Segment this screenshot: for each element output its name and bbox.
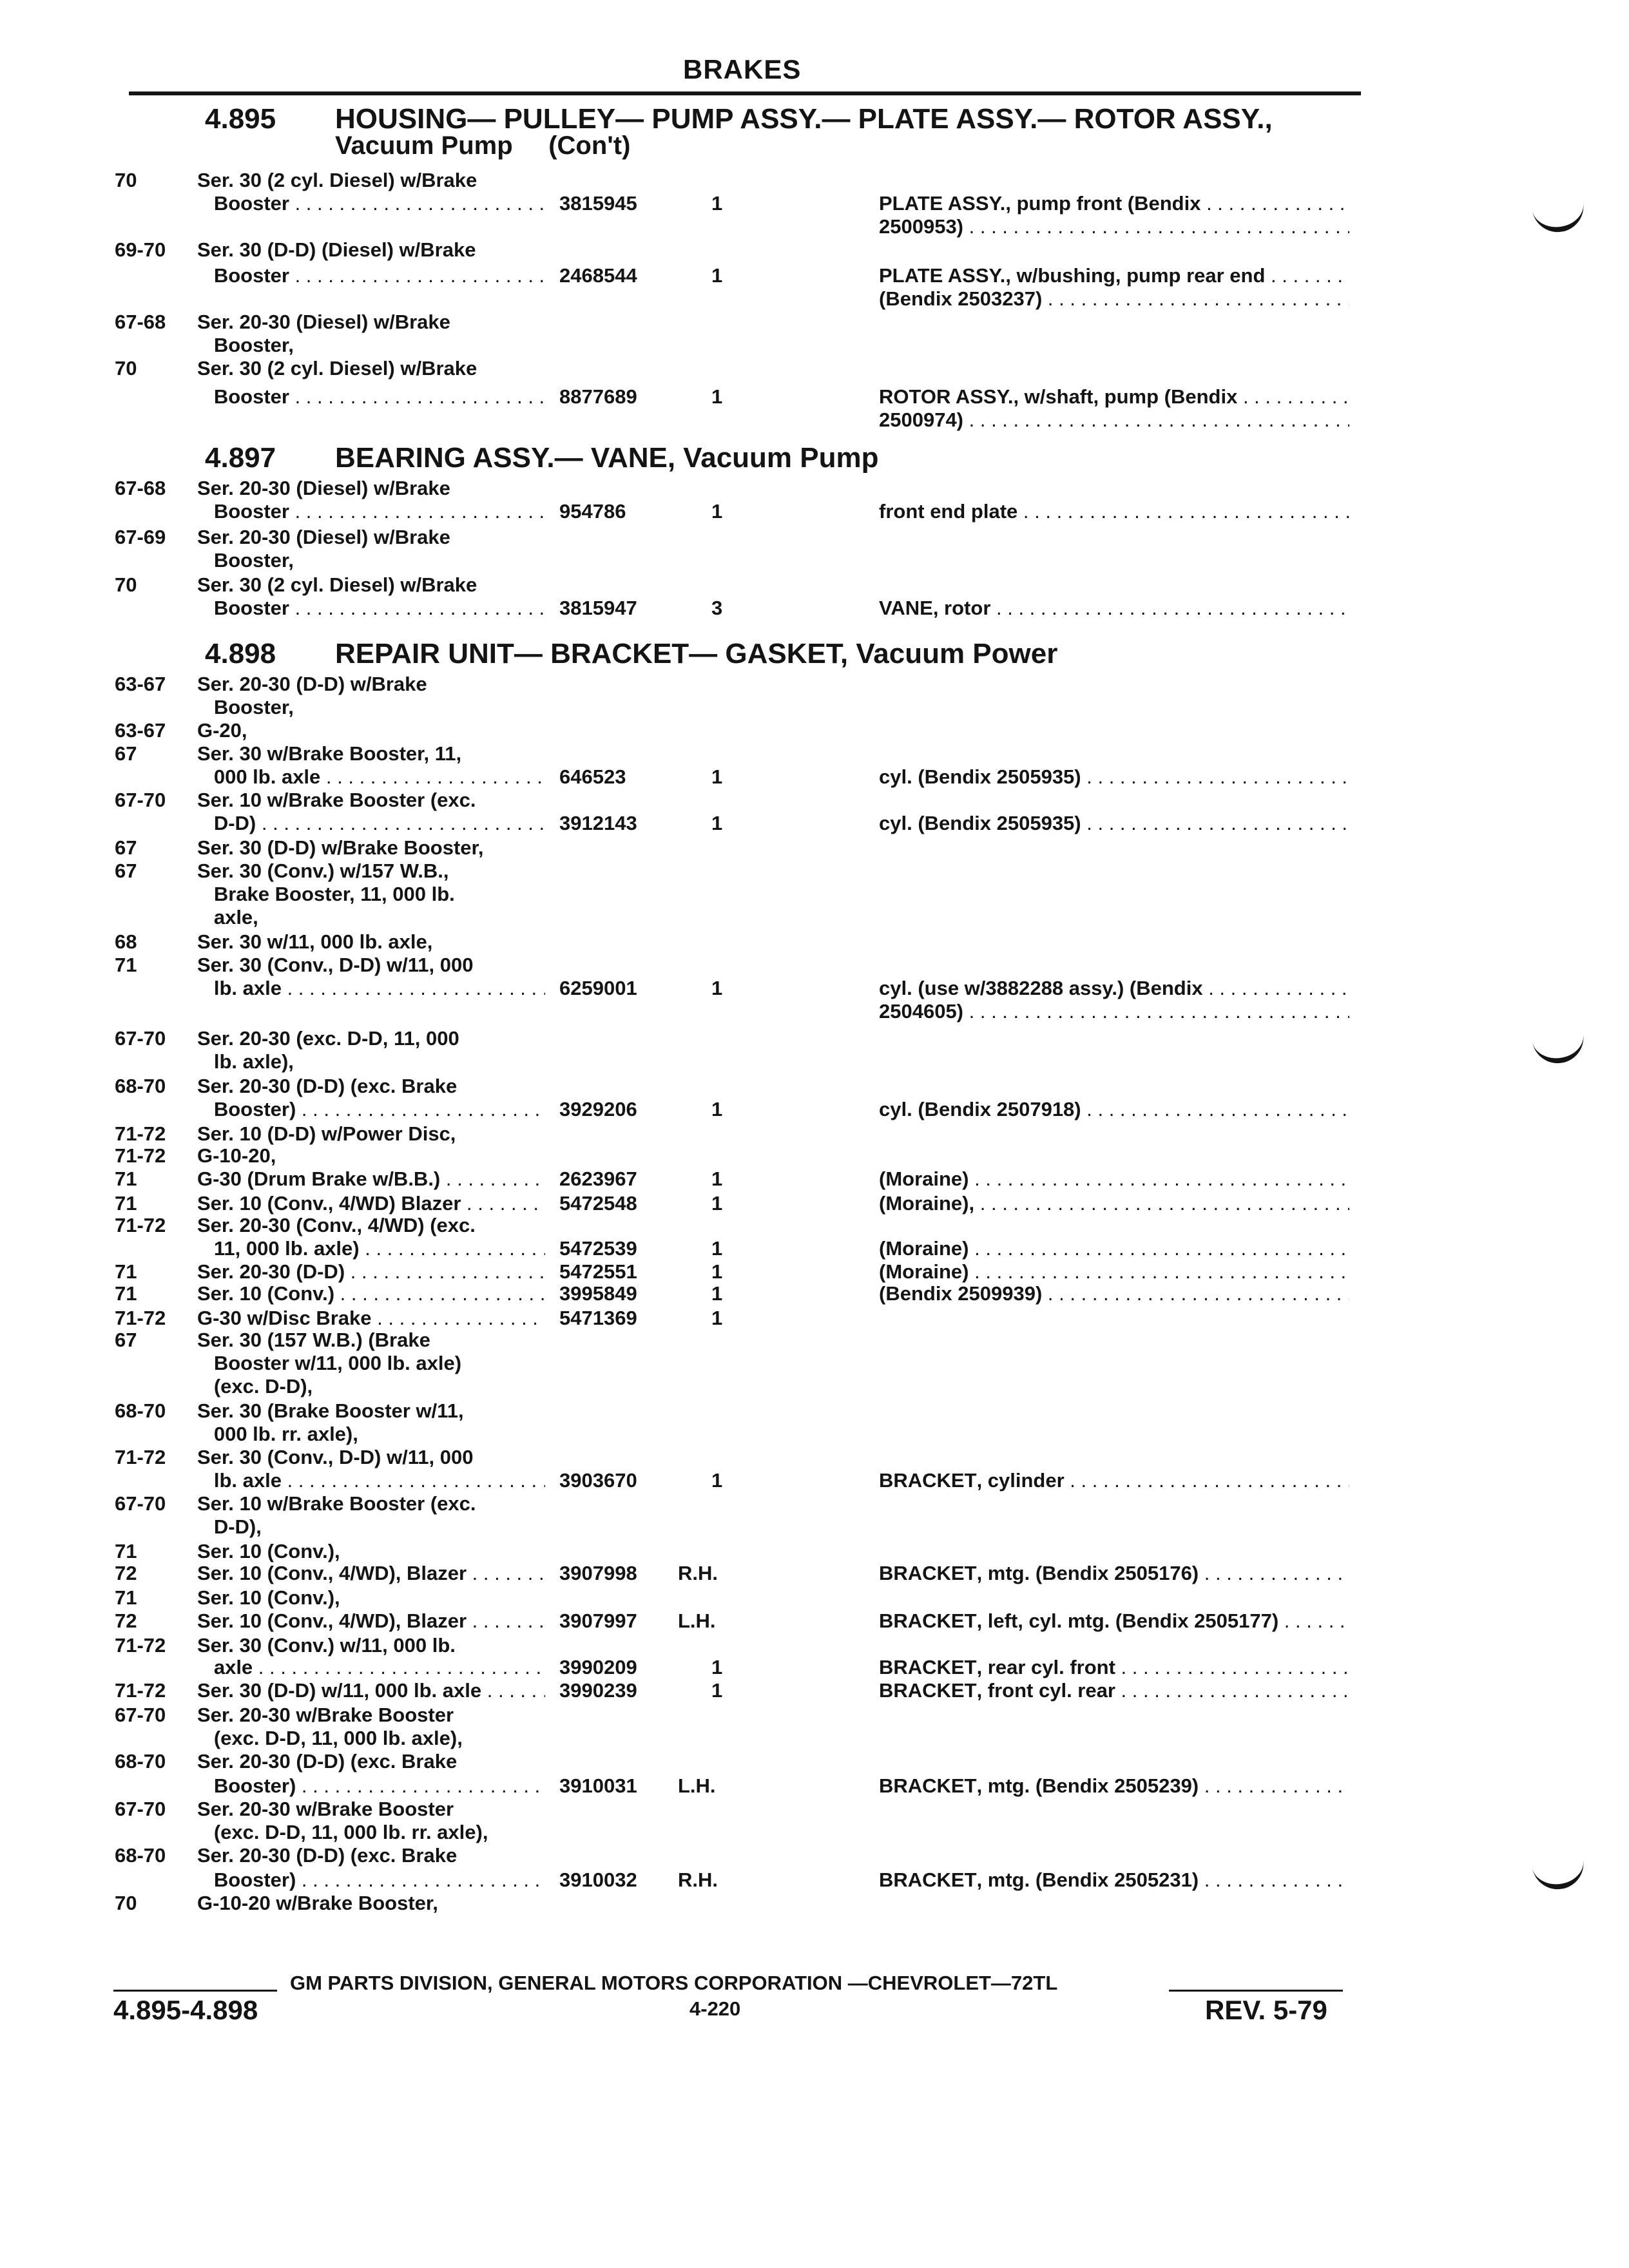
application-description: Booster . . .: [197, 192, 545, 215]
part-number: 3815945: [559, 192, 637, 215]
part-name: [879, 1168, 1349, 1191]
application-description: Ser. 10 w/Brake Booster (exc.: [197, 1492, 476, 1515]
parts-row: [0, 1098, 1629, 1121]
model-years: 71: [115, 1540, 137, 1562]
application-description: Ser. 10 (Conv.) . . .: [197, 1282, 545, 1305]
parts-row: [0, 1798, 1629, 1821]
model-years: 67-70: [115, 1798, 166, 1820]
model-years: 67: [115, 742, 137, 765]
parts-row: [0, 812, 1629, 835]
application-description: lb. axle . . .: [197, 977, 545, 1000]
part-number: 3907997: [559, 1610, 637, 1632]
part-name: [879, 1282, 1349, 1305]
model-years: 71-72: [115, 1144, 166, 1167]
part-name-text: cyl. (Bendix 2505935): [879, 812, 1081, 834]
quantity: 1: [711, 1260, 723, 1283]
parts-row: [0, 215, 1629, 238]
part-number: 3903670: [559, 1469, 637, 1492]
application-description: Ser. 20-30 (D-D) (exc. Brake: [197, 1844, 458, 1867]
model-years: 67-70: [115, 789, 166, 811]
application-description: Ser. 30 (D-D) (Diesel) w/Brake: [197, 238, 476, 261]
part-number: 5472539: [559, 1237, 637, 1260]
quantity: 3: [711, 597, 723, 619]
part-name: [879, 1656, 1349, 1679]
model-years: 71-72: [115, 1214, 166, 1236]
part-name: [879, 287, 1349, 311]
part-name: [879, 192, 1349, 215]
parts-row: [0, 1027, 1629, 1050]
application-description: Ser. 30 (2 cyl. Diesel) w/Brake: [197, 169, 477, 191]
part-name-text: 2500953): [879, 215, 964, 238]
quantity: 1: [711, 765, 723, 788]
parts-row: [0, 1000, 1629, 1023]
parts-row: [0, 1679, 1629, 1702]
part-name-text: (Moraine): [879, 1168, 969, 1190]
parts-row: [0, 1352, 1629, 1375]
footer-section-range: 4.895-4.898: [113, 1995, 258, 2025]
part-name: [879, 597, 1349, 620]
model-years: 72: [115, 1610, 137, 1632]
parts-row: [0, 192, 1629, 215]
parts-row: [0, 526, 1629, 549]
application-description: G-10-20,: [197, 1144, 276, 1167]
part-number: 3995849: [559, 1282, 637, 1305]
part-name-text: , left, cyl. mtg. (Bendix 2505177): [976, 1610, 1279, 1632]
application-description: Brake Booster, 11, 000 lb.: [197, 883, 455, 905]
model-years: 70: [115, 169, 137, 191]
part-name-text: (Moraine): [879, 1260, 969, 1283]
part-name-keyword: VANE: [879, 597, 933, 619]
model-years: 71-72: [115, 1446, 166, 1468]
application-description: G-10-20 w/Brake Booster,: [197, 1892, 438, 1914]
parts-row: [0, 1892, 1629, 1915]
application-description: Booster) . . .: [197, 1774, 545, 1798]
model-years: 70: [115, 357, 137, 380]
part-name-text: , w/bushing, pump rear end: [1005, 264, 1266, 287]
application-description: Ser. 10 (Conv.),: [197, 1586, 340, 1609]
part-name-text: 2500974): [879, 408, 964, 431]
model-years: 71: [115, 1192, 137, 1215]
section-title: BEARING ASSY.— VANE, Vacuum Pump: [335, 442, 879, 474]
part-name: [879, 1869, 1349, 1892]
model-years: 63-67: [115, 719, 166, 742]
application-description: Ser. 20-30 (D-D) . . .: [197, 1260, 545, 1283]
part-name-text: (Bendix 2503237): [879, 287, 1043, 310]
part-name-text: , rear cyl. front: [976, 1656, 1115, 1678]
application-description: Booster . . .: [197, 597, 545, 620]
parts-row: [0, 169, 1629, 192]
part-name-keyword: BRACKET: [879, 1679, 977, 1702]
part-number: 3907998: [559, 1562, 637, 1584]
parts-row: [0, 311, 1629, 334]
running-head: BRAKES: [683, 54, 802, 84]
application-description: Booster) . . .: [197, 1098, 545, 1121]
section-number: 4.895: [205, 103, 276, 135]
application-description: Ser. 20-30 w/Brake Booster: [197, 1798, 454, 1820]
parts-row: [0, 765, 1629, 789]
application-description: Booster,: [197, 334, 294, 356]
model-years: 67: [115, 836, 137, 859]
parts-row: [0, 1492, 1629, 1515]
part-name: [879, 1610, 1349, 1633]
part-name-keyword: BRACKET: [879, 1656, 977, 1678]
parts-row: [0, 1515, 1629, 1539]
model-years: 69-70: [115, 238, 166, 261]
quantity: 1: [711, 977, 723, 999]
part-number: 3990239: [559, 1679, 637, 1702]
application-description: Booster . . .: [197, 385, 545, 408]
footer-corporation: GM PARTS DIVISION, GENERAL MOTORS CORPORATION —CHEVROLET—72TL: [290, 1972, 1058, 1994]
application-description: Booster w/11, 000 lb. axle): [197, 1352, 462, 1374]
part-name-text: , mtg. (Bendix 2505231): [976, 1869, 1199, 1891]
footer-page-number: 4-220: [689, 1997, 741, 2020]
application-description: Ser. 20-30 w/Brake Booster: [197, 1704, 454, 1726]
application-description: Ser. 30 (Brake Booster w/11,: [197, 1399, 464, 1422]
model-years: 71: [115, 1586, 137, 1609]
parts-row: [0, 1540, 1629, 1563]
part-number: 5472551: [559, 1260, 637, 1283]
model-years: 67-68: [115, 311, 166, 333]
parts-row: [0, 1168, 1629, 1191]
application-description: lb. axle),: [197, 1050, 294, 1073]
model-years: 71: [115, 1168, 137, 1190]
parts-row: [0, 1050, 1629, 1073]
model-years: 68-70: [115, 1399, 166, 1422]
parts-row: [0, 264, 1629, 287]
part-name-text: , front cyl. rear: [976, 1679, 1115, 1702]
quantity: 1: [711, 385, 723, 408]
model-years: 71-72: [115, 1634, 166, 1657]
model-years: 71: [115, 1282, 137, 1305]
part-name-text: cyl. (use w/3882288 assy.) (Bendix: [879, 977, 1203, 999]
parts-row: [0, 1307, 1629, 1330]
part-name: [879, 1098, 1349, 1121]
quantity: L.H.: [678, 1610, 716, 1632]
part-name: [879, 1000, 1349, 1023]
application-description: lb. axle . . .: [197, 1469, 545, 1492]
part-name: [879, 215, 1349, 238]
parts-row: [0, 954, 1629, 977]
part-name-text: 2504605): [879, 1000, 964, 1023]
parts-row: [0, 1423, 1629, 1446]
application-description: Ser. 10 (Conv., 4/WD), Blazer . . .: [197, 1610, 545, 1633]
quantity: 1: [711, 192, 723, 215]
section-subtitle: Vacuum Pump (Con't): [335, 131, 631, 160]
application-description: G-20,: [197, 719, 247, 742]
parts-row: [0, 1260, 1629, 1283]
parts-row: [0, 1562, 1629, 1585]
quantity: L.H.: [678, 1774, 716, 1797]
quantity: 1: [711, 812, 723, 834]
parts-row: [0, 836, 1629, 860]
model-years: 67-70: [115, 1704, 166, 1726]
part-name-keyword: ROTOR ASSY.: [879, 385, 1014, 408]
model-years: 71-72: [115, 1122, 166, 1145]
parts-row: [0, 1237, 1629, 1260]
quantity: 1: [711, 1679, 723, 1702]
quantity: R.H.: [678, 1869, 718, 1891]
application-description: Ser. 20-30 (exc. D-D, 11, 000: [197, 1027, 459, 1050]
parts-row: [0, 287, 1629, 311]
part-name: [879, 385, 1349, 408]
parts-row: [0, 1750, 1629, 1773]
part-name-keyword: PLATE ASSY.: [879, 192, 1006, 215]
footer-rule-right: [1169, 1990, 1343, 1992]
application-description: 11, 000 lb. axle) . . .: [197, 1237, 545, 1260]
parts-row: [0, 930, 1629, 954]
part-name: [879, 408, 1349, 432]
part-name-text: , mtg. (Bendix 2505239): [976, 1774, 1199, 1797]
footer-revision: REV. 5-79: [1205, 1995, 1327, 2025]
quantity: 1: [711, 1168, 723, 1190]
quantity: 1: [711, 1469, 723, 1492]
model-years: 68: [115, 930, 137, 953]
application-description: Booster . . .: [197, 264, 545, 287]
model-years: 70: [115, 573, 137, 596]
part-number: 2468544: [559, 264, 637, 287]
parts-row: [0, 1610, 1629, 1633]
part-name: [879, 765, 1349, 789]
parts-row: [0, 385, 1629, 408]
quantity: 1: [711, 1237, 723, 1260]
part-number: 646523: [559, 765, 626, 788]
parts-row: [0, 883, 1629, 906]
part-name: [879, 1469, 1349, 1492]
part-name: [879, 1562, 1349, 1585]
part-name-keyword: BRACKET: [879, 1469, 977, 1492]
application-description: Ser. 10 (Conv., 4/WD) Blazer . . .: [197, 1192, 545, 1215]
part-number: 2623967: [559, 1168, 637, 1190]
part-number: 5472548: [559, 1192, 637, 1215]
model-years: 70: [115, 1892, 137, 1914]
application-description: Ser. 30 (Conv., D-D) w/11, 000: [197, 954, 474, 976]
quantity: 1: [711, 1656, 723, 1678]
model-years: 72: [115, 1562, 137, 1584]
application-description: Ser. 20-30 (Diesel) w/Brake: [197, 477, 450, 499]
part-name-text: , mtg. (Bendix 2505176): [976, 1562, 1199, 1584]
part-name: [879, 1237, 1349, 1260]
application-description: (exc. D-D),: [197, 1375, 313, 1398]
part-number: 3815947: [559, 597, 637, 619]
application-description: Ser. 30 (D-D) w/11, 000 lb. axle . . .: [197, 1679, 545, 1702]
parts-row: [0, 1469, 1629, 1492]
parts-row: [0, 1375, 1629, 1398]
parts-row: [0, 673, 1629, 696]
parts-row: [0, 1399, 1629, 1423]
part-number: 3929206: [559, 1098, 637, 1120]
application-description: Booster,: [197, 549, 294, 572]
quantity: 1: [711, 1098, 723, 1120]
model-years: 71: [115, 1260, 137, 1283]
part-name-text: , rotor: [932, 597, 991, 619]
model-years: 71-72: [115, 1679, 166, 1702]
application-description: Ser. 10 (Conv., 4/WD), Blazer . . .: [197, 1562, 545, 1585]
part-name: [879, 977, 1349, 1000]
section-number: 4.897: [205, 442, 276, 474]
parts-row: [0, 549, 1629, 572]
parts-row: [0, 1869, 1629, 1892]
part-number: 3912143: [559, 812, 637, 834]
part-name-keyword: BRACKET: [879, 1774, 977, 1797]
parts-row: [0, 860, 1629, 883]
application-description: axle . . .: [197, 1656, 545, 1679]
application-description: Ser. 20-30 (D-D) (exc. Brake: [197, 1075, 458, 1097]
model-years: 67-69: [115, 526, 166, 548]
parts-row: [0, 238, 1629, 262]
parts-row: [0, 696, 1629, 719]
application-description: Ser. 30 w/11, 000 lb. axle,: [197, 930, 433, 953]
part-name-text: cyl. (Bendix 2507918): [879, 1098, 1081, 1120]
part-number: 954786: [559, 500, 626, 523]
parts-row: [0, 1821, 1629, 1844]
parts-row: [0, 1586, 1629, 1610]
part-name: [879, 1774, 1349, 1798]
parts-row: [0, 573, 1629, 597]
application-description: G-30 (Drum Brake w/B.B.) . . .: [197, 1168, 545, 1191]
application-description: (exc. D-D, 11, 000 lb. rr. axle),: [197, 1821, 488, 1843]
part-name: [879, 1192, 1349, 1215]
part-name: [879, 500, 1349, 523]
parts-row: [0, 1774, 1629, 1798]
part-number: 3910032: [559, 1869, 637, 1891]
application-description: Booster . . .: [197, 500, 545, 523]
quantity: 1: [711, 500, 723, 523]
parts-row: [0, 1144, 1629, 1168]
quantity: R.H.: [678, 1562, 718, 1584]
section-title: REPAIR UNIT— BRACKET— GASKET, Vacuum Power: [335, 638, 1058, 669]
application-description: Booster,: [197, 696, 294, 718]
part-name-text: cyl. (Bendix 2505935): [879, 765, 1081, 788]
application-description: Ser. 30 (2 cyl. Diesel) w/Brake: [197, 573, 477, 596]
quantity: 1: [711, 1282, 723, 1305]
parts-row: [0, 1446, 1629, 1469]
model-years: 63-67: [115, 673, 166, 695]
parts-row: [0, 1727, 1629, 1750]
part-name-text: , pump front (Bendix: [1005, 192, 1201, 215]
model-years: 67-68: [115, 477, 166, 499]
quantity: 1: [711, 264, 723, 287]
parts-row: [0, 1844, 1629, 1867]
application-description: Ser. 30 (157 W.B.) (Brake: [197, 1329, 430, 1351]
application-description: D-D) . . .: [197, 812, 545, 835]
part-number: 5471369: [559, 1307, 637, 1329]
model-years: 67-70: [115, 1027, 166, 1050]
part-name-keyword: BRACKET: [879, 1562, 977, 1584]
model-years: 71: [115, 954, 137, 976]
application-description: 000 lb. rr. axle),: [197, 1423, 358, 1445]
part-number: 3990209: [559, 1656, 637, 1678]
part-name: [879, 812, 1349, 835]
quantity: 1: [711, 1307, 723, 1329]
parts-row: [0, 742, 1629, 765]
parts-row: [0, 1075, 1629, 1098]
parts-row: [0, 500, 1629, 523]
part-name-text: (Moraine),: [879, 1192, 975, 1215]
footer-rule-left: [113, 1990, 277, 1992]
parts-row: [0, 1329, 1629, 1352]
part-name-text: , cylinder: [976, 1469, 1065, 1492]
parts-row: [0, 1192, 1629, 1215]
parts-row: [0, 1656, 1629, 1679]
part-name-keyword: PLATE ASSY.: [879, 264, 1006, 287]
section-title: HOUSING— PULLEY— PUMP ASSY.— PLATE ASSY.— ROTOR ASSY.,: [335, 103, 1273, 135]
application-description: G-30 w/Disc Brake . . .: [197, 1307, 545, 1330]
application-description: (exc. D-D, 11, 000 lb. axle),: [197, 1727, 463, 1749]
application-description: Ser. 10 (D-D) w/Power Disc,: [197, 1122, 456, 1145]
application-description: Ser. 20-30 (Diesel) w/Brake: [197, 526, 450, 548]
part-number: 6259001: [559, 977, 637, 999]
parts-row: [0, 1122, 1629, 1146]
application-description: Ser. 30 w/Brake Booster, 11,: [197, 742, 462, 765]
parts-row: [0, 1704, 1629, 1727]
model-years: 67: [115, 1329, 137, 1351]
quantity: 1: [711, 1192, 723, 1215]
application-description: Ser. 20-30 (D-D) (exc. Brake: [197, 1750, 458, 1773]
part-name-keyword: BRACKET: [879, 1610, 977, 1632]
model-years: 68-70: [115, 1750, 166, 1773]
parts-row: [0, 357, 1629, 380]
parts-row: [0, 906, 1629, 929]
application-description: Ser. 20-30 (D-D) w/Brake: [197, 673, 427, 695]
part-name-text: front end plate: [879, 500, 1018, 523]
model-years: 67-70: [115, 1492, 166, 1515]
application-description: Ser. 30 (Conv., D-D) w/11, 000: [197, 1446, 474, 1468]
parts-row: [0, 977, 1629, 1000]
parts-row: [0, 789, 1629, 812]
part-name-text: , w/shaft, pump (Bendix: [1013, 385, 1238, 408]
parts-row: [0, 477, 1629, 500]
part-name-text: (Moraine): [879, 1237, 969, 1260]
section-number: 4.898: [205, 638, 276, 669]
part-name-keyword: BRACKET: [879, 1869, 977, 1891]
parts-row: [0, 597, 1629, 620]
model-years: 67: [115, 860, 137, 882]
application-description: D-D),: [197, 1515, 262, 1538]
application-description: 000 lb. axle . . .: [197, 765, 545, 789]
part-number: 8877689: [559, 385, 637, 408]
parts-row: [0, 1214, 1629, 1237]
application-description: Booster) . . .: [197, 1869, 545, 1892]
application-description: Ser. 10 w/Brake Booster (exc.: [197, 789, 476, 811]
part-name: [879, 264, 1349, 287]
application-description: Ser. 20-30 (Conv., 4/WD) (exc.: [197, 1214, 476, 1236]
application-description: Ser. 30 (2 cyl. Diesel) w/Brake: [197, 357, 477, 380]
model-years: 68-70: [115, 1844, 166, 1867]
part-name: [879, 1260, 1349, 1283]
application-description: Ser. 30 (D-D) w/Brake Booster,: [197, 836, 484, 859]
model-years: 71-72: [115, 1307, 166, 1329]
application-description: Ser. 10 (Conv.),: [197, 1540, 340, 1562]
application-description: Ser. 30 (Conv.) w/11, 000 lb.: [197, 1634, 456, 1657]
parts-row: [0, 408, 1629, 432]
parts-row: [0, 1634, 1629, 1657]
part-number: 3910031: [559, 1774, 637, 1797]
application-description: Ser. 30 (Conv.) w/157 W.B.,: [197, 860, 449, 882]
parts-row: [0, 334, 1629, 357]
model-years: 68-70: [115, 1075, 166, 1097]
part-name-text: (Bendix 2509939): [879, 1282, 1043, 1305]
parts-row: [0, 1282, 1629, 1305]
part-name: [879, 1679, 1349, 1702]
parts-row: [0, 719, 1629, 742]
top-rule: [129, 91, 1361, 95]
application-description: Ser. 20-30 (Diesel) w/Brake: [197, 311, 450, 333]
application-description: axle,: [197, 906, 258, 928]
